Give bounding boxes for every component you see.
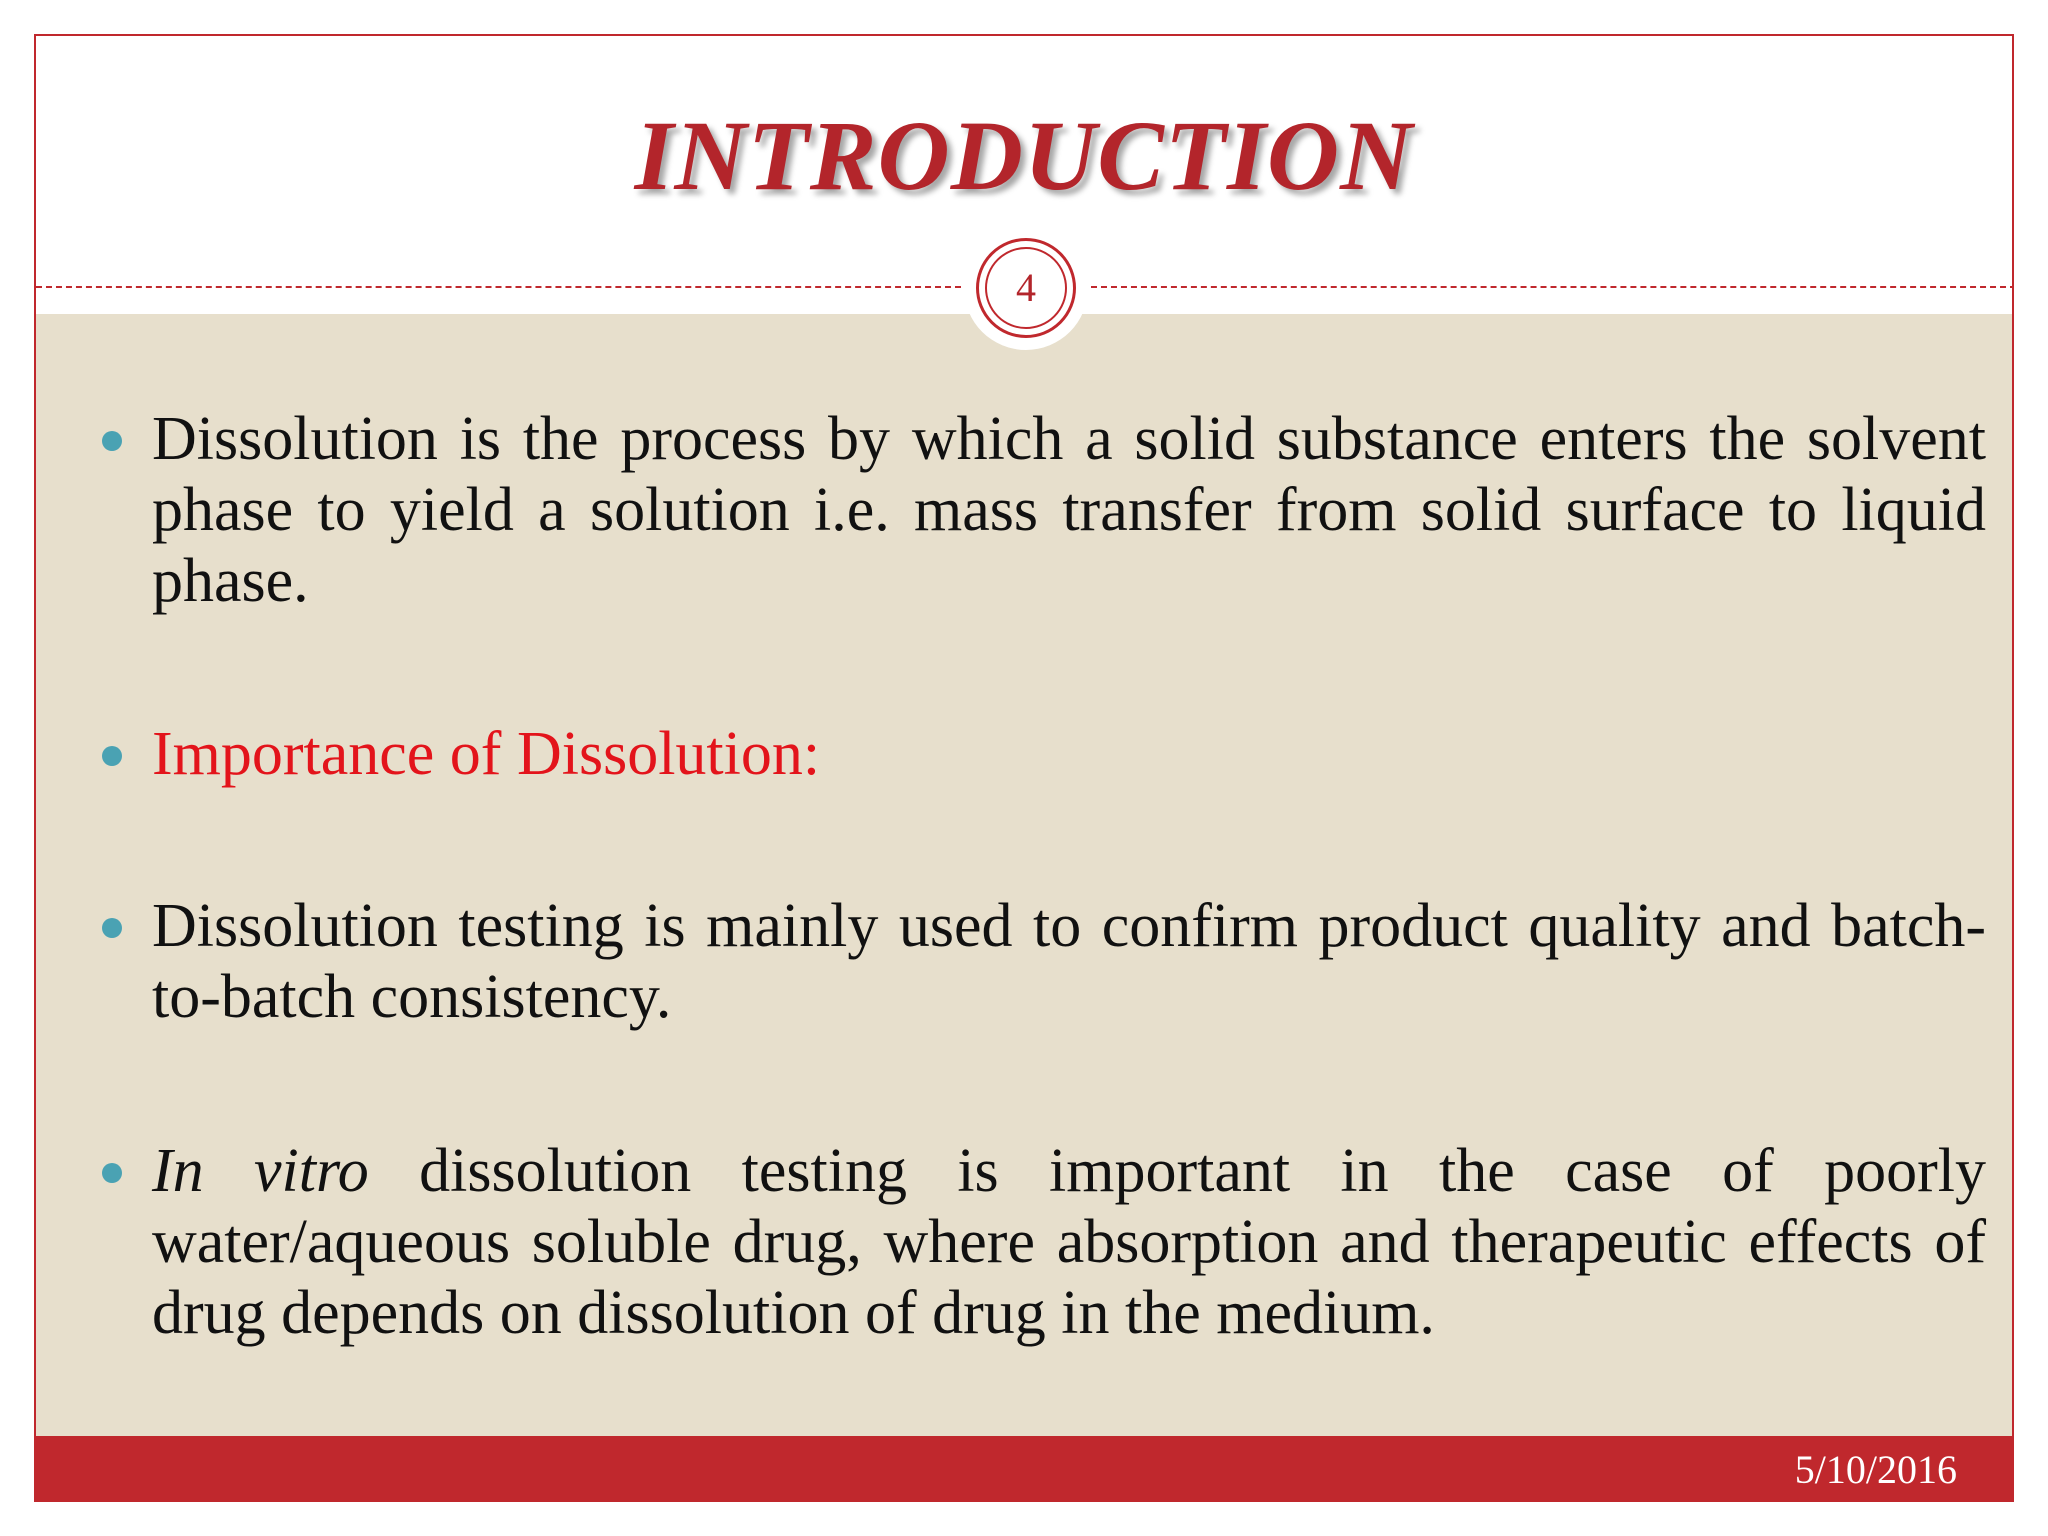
slide <box>34 34 2014 1502</box>
slide-title: INTRODUCTION <box>634 100 1414 211</box>
header-divider-right <box>1091 286 2014 288</box>
bullet-item-highlight <box>152 719 1986 790</box>
bullet-text: dissolution testing is important in the case of poorly water/aqueous soluble drug, where absorption and therapeutic effects of drug depends on dissolution of drug in the medium. <box>152 1137 1986 1347</box>
bullet-item <box>152 404 1986 617</box>
bullet-dot-icon <box>102 431 122 451</box>
bullet-item <box>152 891 1986 1033</box>
bullet-text: Importance of Dissolution: <box>152 720 821 788</box>
bullet-text: Dissolution is the process by which a solid substance enters the solvent phase to yield a solution i.e. mass transfer from solid surface to liquid phase. <box>152 405 1986 615</box>
bullet-dot-icon <box>102 746 122 766</box>
bullet-dot-icon <box>102 1163 122 1183</box>
slide-footer <box>36 1436 2012 1502</box>
bullet-italic-lead: In vitro <box>152 1137 369 1205</box>
bullet-dot-icon <box>102 918 122 938</box>
bullet-text: Dissolution testing is mainly used to confirm product quality and batch-to-batch consistency. <box>152 892 1986 1031</box>
header-divider-left <box>36 286 961 288</box>
footer-date: 5/10/2016 <box>1794 1447 1957 1492</box>
slide-number-badge <box>976 238 1076 338</box>
slide-number: 4 <box>985 247 1067 329</box>
bullet-item <box>152 1136 1986 1349</box>
